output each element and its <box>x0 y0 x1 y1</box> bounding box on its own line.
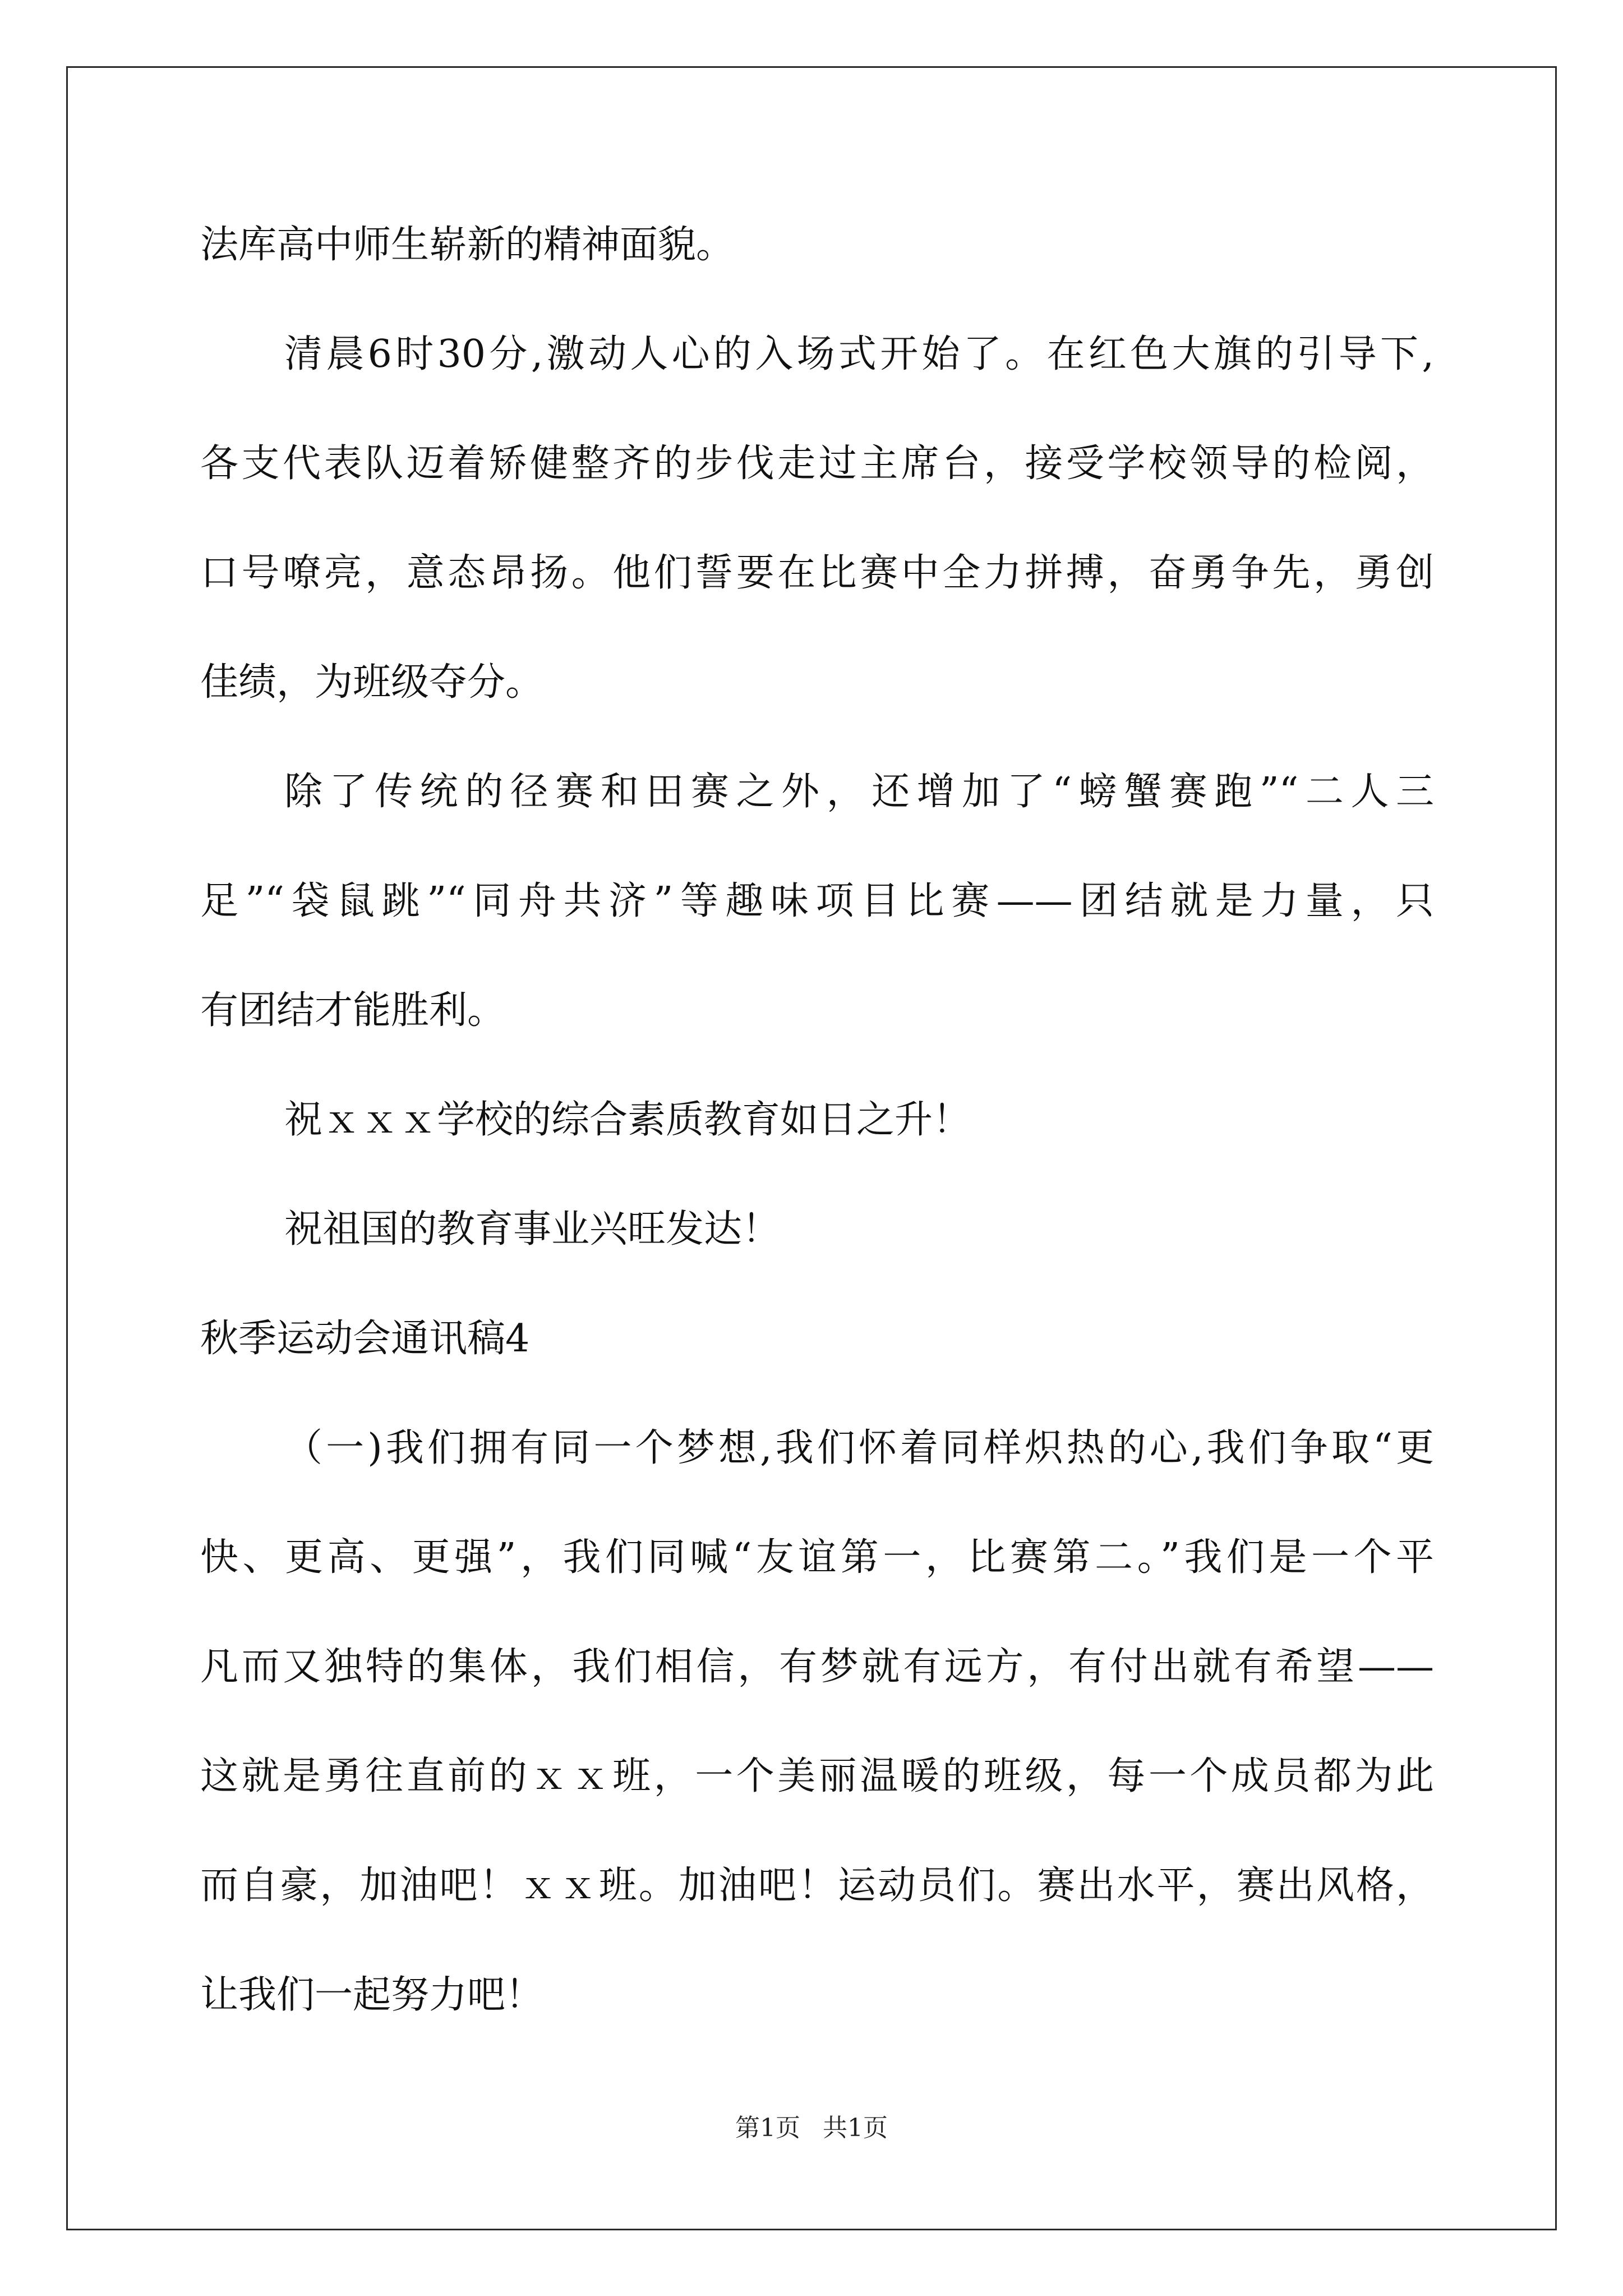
paragraph-line: 祝ｘｘｘ学校的综合素质教育如日之升！ <box>284 1098 971 1142</box>
paragraph-line: 除了传统的径赛和田赛之外，还增加了“螃蟹赛跑”“二人三 <box>284 770 1434 814</box>
paragraph-line: 足”“袋鼠跳”“同舟共济”等趣味项目比赛——团结就是力量，只 <box>200 879 1434 923</box>
paragraph-line: 有团结才能胜利。 <box>200 988 506 1033</box>
paragraph-line: 佳绩，为班级夺分。 <box>200 660 544 705</box>
paragraph-line: 凡而又独特的集体，我们相信，有梦就有远方，有付出就有希望—— <box>200 1645 1434 1689</box>
paragraph-line: 口号嘹亮，意态昂扬。他们誓要在比赛中全力拼搏，奋勇争先，勇创 <box>200 551 1434 595</box>
paragraph-line: 祝祖国的教育事业兴旺发达！ <box>284 1207 781 1251</box>
paragraph-line: 快、更高、更强”，我们同喊“友谊第一，比赛第二。”我们是一个平 <box>200 1535 1434 1580</box>
page-number-current: 第1页 <box>735 2114 800 2142</box>
paragraph-line: 清晨6时30分,激动人心的入场式开始了。在红色大旗的引导下, <box>284 332 1434 376</box>
paragraph-line: 各支代表队迈着矫健整齐的步伐走过主席台，接受学校领导的检阅， <box>200 441 1434 486</box>
paragraph-line: 而自豪，加油吧！ｘｘ班。加油吧！运动员们。赛出水平，赛出风格， <box>200 1864 1434 1908</box>
paragraph-line: 让我们一起努力吧！ <box>200 1973 544 2017</box>
text-line: 法库高中师生崭新的精神面貌。 <box>200 223 735 267</box>
page-footer <box>0 2111 1623 2145</box>
paragraph-line: 这就是勇往直前的ｘｘ班，一个美丽温暖的班级，每一个成员都为此 <box>200 1754 1434 1798</box>
paragraph-line: （一)我们拥有同一个梦想,我们怀着同样炽热的心,我们争取“更 <box>284 1426 1434 1470</box>
page-number-total: 共1页 <box>823 2114 888 2142</box>
section-heading: 秋季运动会通讯稿4 <box>200 1317 530 1361</box>
